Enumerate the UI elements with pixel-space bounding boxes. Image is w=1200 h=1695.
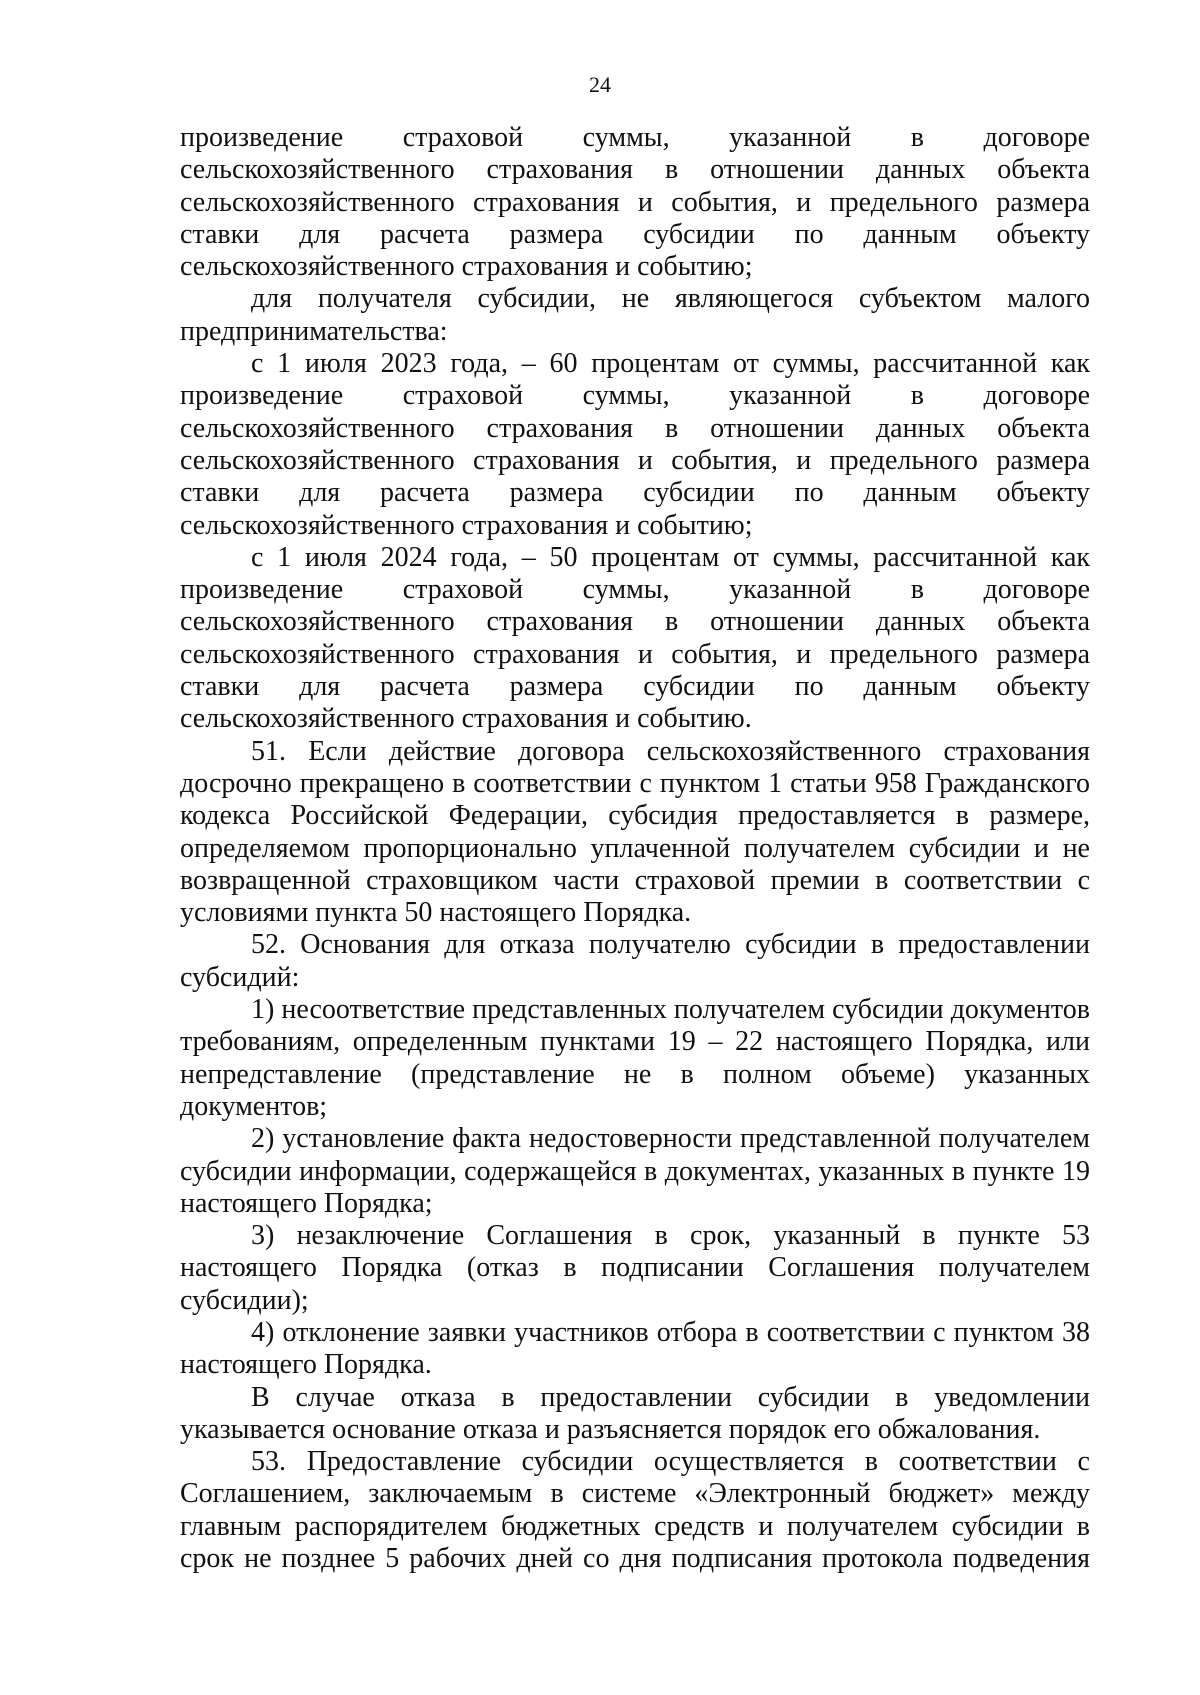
- paragraph-52: 52. Основания для отказа получателю субсидии в предоставлении субсидий:: [180, 929, 1090, 993]
- document-body: [180, 122, 1090, 1575]
- page-number: 24: [589, 72, 611, 97]
- paragraph-51: 51. Если действие договора сельскохозяйственного страхования досрочно прекращено в соответствии с пунктом 1 статьи 958 Гражданского кодекса Российской Федерации, субсидия предоставляется в размере, определяемом пропорционально уплаченной получателем субсидии и не возвращенной страховщиком части страховой премии в соответствии с условиями пункта 50 настоящего Порядка.: [180, 735, 1090, 929]
- paragraph: с 1 июля 2024 года, – 50 процентам от суммы, рассчитанной как произведение страховой суммы, указанной в договоре сельскохозяйственного страхования в отношении данных объекта сельскохозяйственного страхования и события, и предельного размера ставки для расчета размера субсидии по данным объекту сельскохозяйственного страхования и событию.: [180, 541, 1090, 735]
- paragraph: для получателя субсидии, не являющегося субъектом малого предпринимательства:: [180, 283, 1090, 347]
- paragraph-53: 53. Предоставление субсидии осуществляется в соответствии с Соглашением, заключаемым в системе «Электронный бюджет» между главным распорядителем бюджетных средств и получателем субсидии в срок не позднее 5 рабочих дней со дня подписания протокола подведения: [180, 1446, 1090, 1575]
- list-item-2: 2) установление факта недостоверности представленной получателем субсидии информации, содержащейся в документах, указанных в пункте 19 настоящего Порядка;: [180, 1123, 1090, 1219]
- paragraph: В случае отказа в предоставлении субсидии в уведомлении указывается основание отказа и разъясняется порядок его обжалования.: [180, 1381, 1090, 1445]
- paragraph: с 1 июля 2023 года, – 60 процентам от суммы, рассчитанной как произведение страховой суммы, указанной в договоре сельскохозяйственного страхования в отношении данных объекта сельскохозяйственного страхования и события, и предельного размера ставки для расчета размера субсидии по данным объекту сельскохозяйственного страхования и событию;: [180, 348, 1090, 541]
- list-item-3: 3) незаключение Соглашения в срок, указанный в пункте 53 настоящего Порядка (отказ в подписании Соглашения получателем субсидии);: [180, 1220, 1090, 1316]
- list-item-1: 1) несоответствие представленных получателем субсидии документов требованиям, определенным пунктами 19 – 22 настоящего Порядка, или непредставление (представление не в полном объеме) указанных документов;: [180, 994, 1090, 1122]
- list-item-4: 4) отклонение заявки участников отбора в соответствии с пунктом 38 настоящего Порядка.: [180, 1316, 1090, 1381]
- paragraph: произведение страховой суммы, указанной в договоре сельскохозяйственного страхования в отношении данных объекта сельскохозяйственного страхования и события, и предельного размера ставки для расчета размера субсидии по данным объекту сельскохозяйственного страхования и событию;: [180, 122, 1090, 283]
